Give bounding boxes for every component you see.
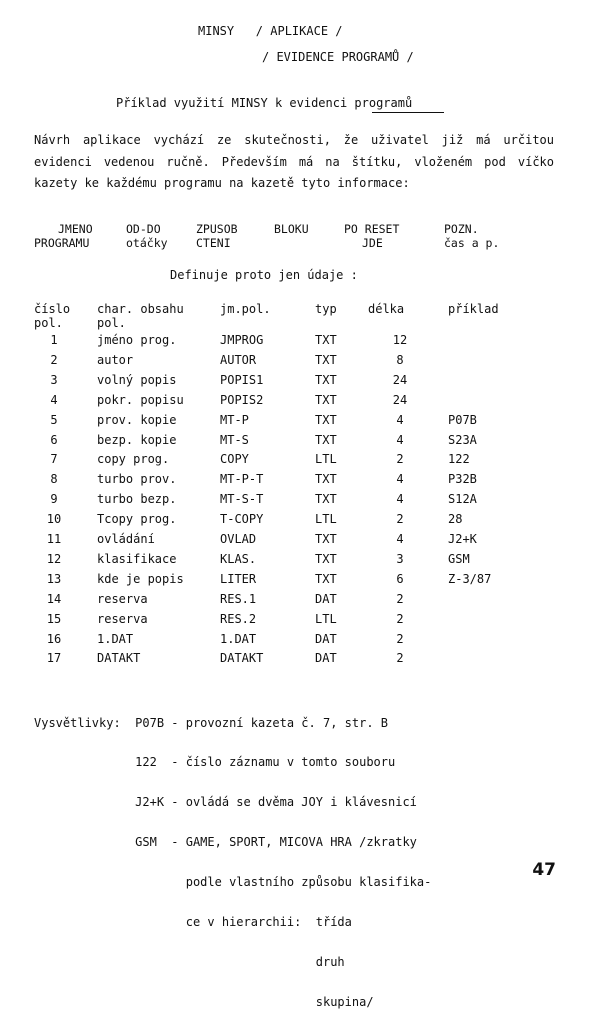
- row-length: 3: [396, 551, 404, 566]
- row-type: LTL: [315, 452, 337, 467]
- row-field-name: MT-S-T: [220, 492, 264, 507]
- col-header-field-name: jm.pol.: [220, 302, 271, 316]
- row-content: jméno prog.: [97, 333, 177, 347]
- row-number: 17: [46, 651, 62, 666]
- row-number: 10: [46, 512, 62, 527]
- row-content: pokr. popisu: [97, 392, 184, 407]
- row-example: Z-3/87: [448, 571, 492, 586]
- table-row: [0, 393, 600, 413]
- row-example: P32B: [448, 472, 477, 487]
- title-line-2: / EVIDENCE PROGRAMŮ /: [262, 50, 414, 64]
- table-row: [0, 373, 600, 393]
- row-number: 7: [50, 452, 58, 467]
- row-length: 24: [392, 392, 408, 407]
- table-row: [0, 353, 600, 373]
- table-row: [0, 632, 600, 652]
- field-header-note-line2: čas a p.: [444, 236, 500, 250]
- field-header-reset: PO RESET: [344, 222, 400, 236]
- row-field-name: MT-P: [220, 412, 249, 427]
- row-content: klasifikace: [97, 551, 177, 566]
- row-content: bezp. kopie: [97, 432, 177, 447]
- row-field-name: MT-P-T: [220, 472, 264, 487]
- row-number: 13: [46, 571, 62, 586]
- row-content: reserva: [97, 611, 148, 626]
- row-field-name: KLAS.: [220, 551, 257, 566]
- row-content: 1.DAT: [97, 631, 134, 646]
- row-example: S23A: [448, 432, 477, 447]
- row-number: 9: [50, 492, 58, 507]
- row-example: GSM: [448, 551, 470, 566]
- row-number: 6: [50, 432, 58, 447]
- table-row: [0, 651, 600, 671]
- field-header-name-line2: PROGRAMU: [34, 236, 90, 250]
- row-content: Tcopy prog.: [97, 512, 177, 527]
- row-length: 8: [396, 352, 404, 367]
- explanation-line: druh: [34, 954, 345, 969]
- explanation-line: GSM - GAME, SPORT, MICOVA HRA /zkratky: [34, 835, 417, 850]
- table-row: [0, 472, 600, 492]
- row-number: 5: [50, 412, 58, 427]
- row-length: 2: [396, 631, 404, 646]
- row-length: 2: [396, 512, 404, 527]
- row-type: TXT: [315, 333, 337, 347]
- row-number: 3: [50, 372, 58, 387]
- title-line-1: MINSY / APLIKACE /: [198, 24, 343, 38]
- row-field-name: RES.1: [220, 591, 257, 606]
- row-length: 4: [396, 412, 404, 427]
- row-field-name: COPY: [220, 452, 249, 467]
- row-field-name: POPIS2: [220, 392, 264, 407]
- row-field-name: AUTOR: [220, 352, 257, 367]
- col-header-number-line2: pol.: [34, 316, 63, 330]
- row-example: S12A: [448, 492, 477, 507]
- row-number: 4: [50, 392, 58, 407]
- field-header-method-line2: CTENI: [196, 236, 231, 250]
- row-type: TXT: [315, 551, 337, 566]
- col-header-example: příklad: [448, 302, 499, 316]
- col-header-length: délka: [368, 302, 405, 316]
- explanation-line: 122 - číslo záznamu v tomto souboru: [34, 755, 396, 770]
- row-content: volný popis: [97, 372, 177, 387]
- row-example: 28: [448, 512, 463, 527]
- row-number: 8: [50, 472, 58, 487]
- field-header-method: ZPUSOB: [196, 222, 238, 236]
- table-row: [0, 492, 600, 512]
- row-field-name: JMPROG: [220, 333, 264, 347]
- row-type: LTL: [315, 611, 337, 626]
- row-field-name: 1.DAT: [220, 631, 257, 646]
- row-length: 2: [396, 651, 404, 666]
- row-length: 12: [392, 333, 408, 347]
- explanation-line: Vysvětlivky: P07B - provozní kazeta č. 7, str. B: [34, 715, 389, 730]
- explanation-line: skupina/: [34, 994, 374, 1009]
- field-header-name: JMENO: [58, 222, 93, 236]
- row-number: 2: [50, 352, 58, 367]
- row-example: J2+K: [448, 532, 477, 546]
- row-type: TXT: [315, 532, 337, 546]
- field-header-range: OD-DO: [126, 222, 161, 236]
- row-type: DAT: [315, 631, 337, 646]
- row-field-name: OVLAD: [220, 532, 257, 546]
- row-content: reserva: [97, 591, 148, 606]
- row-length: 2: [396, 591, 404, 606]
- row-type: TXT: [315, 432, 337, 447]
- col-header-type: typ: [315, 302, 337, 316]
- page-number: 47: [532, 860, 556, 880]
- row-length: 4: [396, 472, 404, 487]
- table-row: [0, 512, 600, 532]
- row-type: TXT: [315, 392, 337, 407]
- field-header-range-line2: otáčky: [126, 236, 168, 250]
- row-number: 14: [46, 591, 62, 606]
- table-row: [0, 592, 600, 612]
- section-heading: Příklad využití MINSY k evidenci programů: [116, 96, 413, 110]
- row-length: 6: [396, 571, 404, 586]
- table-row: [0, 532, 600, 552]
- row-field-name: DATAKT: [220, 651, 264, 666]
- row-number: 15: [46, 611, 62, 626]
- table-row: [0, 333, 600, 353]
- row-length: 4: [396, 532, 404, 546]
- row-length: 4: [396, 432, 404, 447]
- row-content: turbo prov.: [97, 472, 177, 487]
- field-header-reset-line2: JDE: [362, 236, 383, 250]
- row-content: turbo bezp.: [97, 492, 177, 507]
- field-header-note: POZN.: [444, 222, 479, 236]
- row-number: 12: [46, 551, 62, 566]
- row-content: autor: [97, 352, 134, 367]
- table-row: [0, 452, 600, 472]
- col-header-number: číslo: [34, 302, 71, 316]
- col-header-content-line2: pol.: [97, 316, 126, 330]
- row-example: P07B: [448, 412, 477, 427]
- col-header-content: char. obsahu: [97, 302, 184, 316]
- table-row: [0, 433, 600, 453]
- row-type: TXT: [315, 571, 337, 586]
- table-row: [0, 612, 600, 632]
- row-field-name: MT-S: [220, 432, 249, 447]
- row-type: LTL: [315, 512, 337, 527]
- table-row: [0, 413, 600, 433]
- row-type: TXT: [315, 412, 337, 427]
- row-field-name: LITER: [220, 571, 257, 586]
- field-header-blocks: BLOKU: [274, 222, 309, 236]
- row-type: TXT: [315, 492, 337, 507]
- row-content: DATAKT: [97, 651, 141, 666]
- table-row: [0, 552, 600, 572]
- explanation-line: J2+K - ovládá se dvěma JOY i klávesnicí: [34, 795, 417, 810]
- row-type: TXT: [315, 472, 337, 487]
- row-number: 1: [50, 333, 58, 347]
- row-content: prov. kopie: [97, 412, 177, 427]
- row-number: 11: [46, 532, 62, 546]
- heading-underline: [372, 112, 444, 113]
- row-content: kde je popis: [97, 571, 184, 586]
- row-type: TXT: [315, 372, 337, 387]
- row-length: 4: [396, 492, 404, 507]
- row-field-name: POPIS1: [220, 372, 264, 387]
- row-example: 122: [448, 452, 470, 467]
- table-row: [0, 572, 600, 592]
- explanation-line: ce v hierarchii: třída: [34, 915, 352, 930]
- row-content: ovládání: [97, 532, 155, 546]
- intro-paragraph: Návrh aplikace vychází ze skutečnosti, že uživatel již má určitou evidenci vedenou ručně. Především má na štítku, vloženém pod víčko kazety ke každému programu na kazetě tyto informace:: [34, 133, 554, 190]
- row-number: 16: [46, 631, 62, 646]
- row-type: TXT: [315, 352, 337, 367]
- define-text: Definuje proto jen údaje :: [170, 268, 358, 282]
- explanation-line: podle vlastního způsobu klasifika-: [34, 875, 432, 890]
- row-field-name: T-COPY: [220, 512, 264, 527]
- row-content: copy prog.: [97, 452, 170, 467]
- row-length: 24: [392, 372, 408, 387]
- row-type: DAT: [315, 651, 337, 666]
- row-field-name: RES.2: [220, 611, 257, 626]
- row-length: 2: [396, 452, 404, 467]
- row-type: DAT: [315, 591, 337, 606]
- explanations: [34, 690, 431, 1022]
- row-length: 2: [396, 611, 404, 626]
